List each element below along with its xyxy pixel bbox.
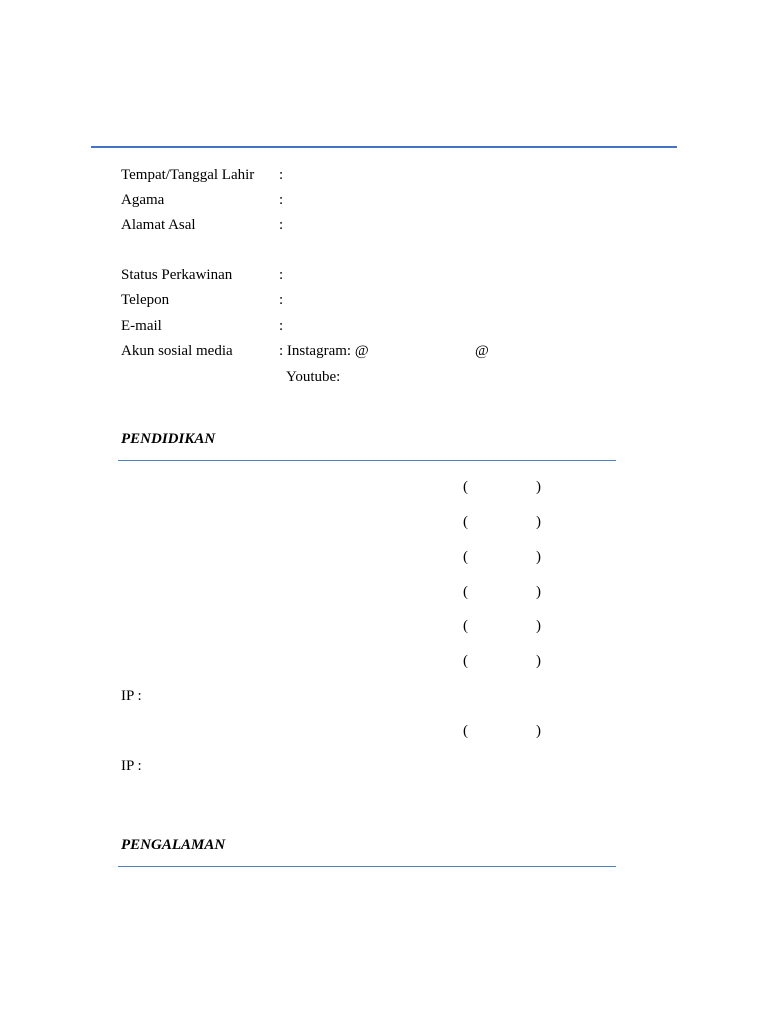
experience-divider: [118, 866, 616, 867]
year-close-paren: ): [536, 723, 541, 739]
ip-label: IP :: [121, 688, 142, 704]
phone-label: Telepon: [121, 292, 170, 308]
year-open-paren: (: [463, 584, 468, 600]
marital-status-label: Status Perkawinan: [121, 267, 233, 283]
education-heading: PENDIDIKAN: [121, 431, 216, 447]
instagram-value: : Instagram: @: [279, 343, 369, 359]
year-close-paren: ): [536, 584, 541, 600]
header-divider: [91, 146, 677, 148]
religion-value: :: [279, 192, 284, 208]
address-label: Alamat Asal: [121, 217, 196, 233]
year-open-paren: (: [463, 723, 468, 739]
education-divider: [118, 460, 616, 461]
birth-value: :: [279, 167, 284, 183]
year-close-paren: ): [536, 549, 541, 565]
year-open-paren: (: [463, 479, 468, 495]
birth-label: Tempat/Tanggal Lahir: [121, 167, 255, 183]
year-close-paren: ): [536, 618, 541, 634]
ip-label: IP :: [121, 758, 142, 774]
email-label: E-mail: [121, 318, 162, 334]
year-open-paren: (: [463, 514, 468, 530]
address-value: :: [279, 217, 284, 233]
year-open-paren: (: [463, 653, 468, 669]
year-open-paren: (: [463, 549, 468, 565]
year-close-paren: ): [536, 653, 541, 669]
phone-value: :: [279, 292, 284, 308]
social-media-label: Akun sosial media: [121, 343, 233, 359]
youtube-value: Youtube:: [286, 369, 341, 385]
marital-status-value: :: [279, 267, 284, 283]
year-close-paren: ): [536, 479, 541, 495]
experience-heading: PENGALAMAN: [121, 837, 226, 853]
email-value: :: [279, 318, 284, 334]
religion-label: Agama: [121, 192, 165, 208]
instagram-second-handle: @: [475, 343, 489, 359]
year-close-paren: ): [536, 514, 541, 530]
year-open-paren: (: [463, 618, 468, 634]
